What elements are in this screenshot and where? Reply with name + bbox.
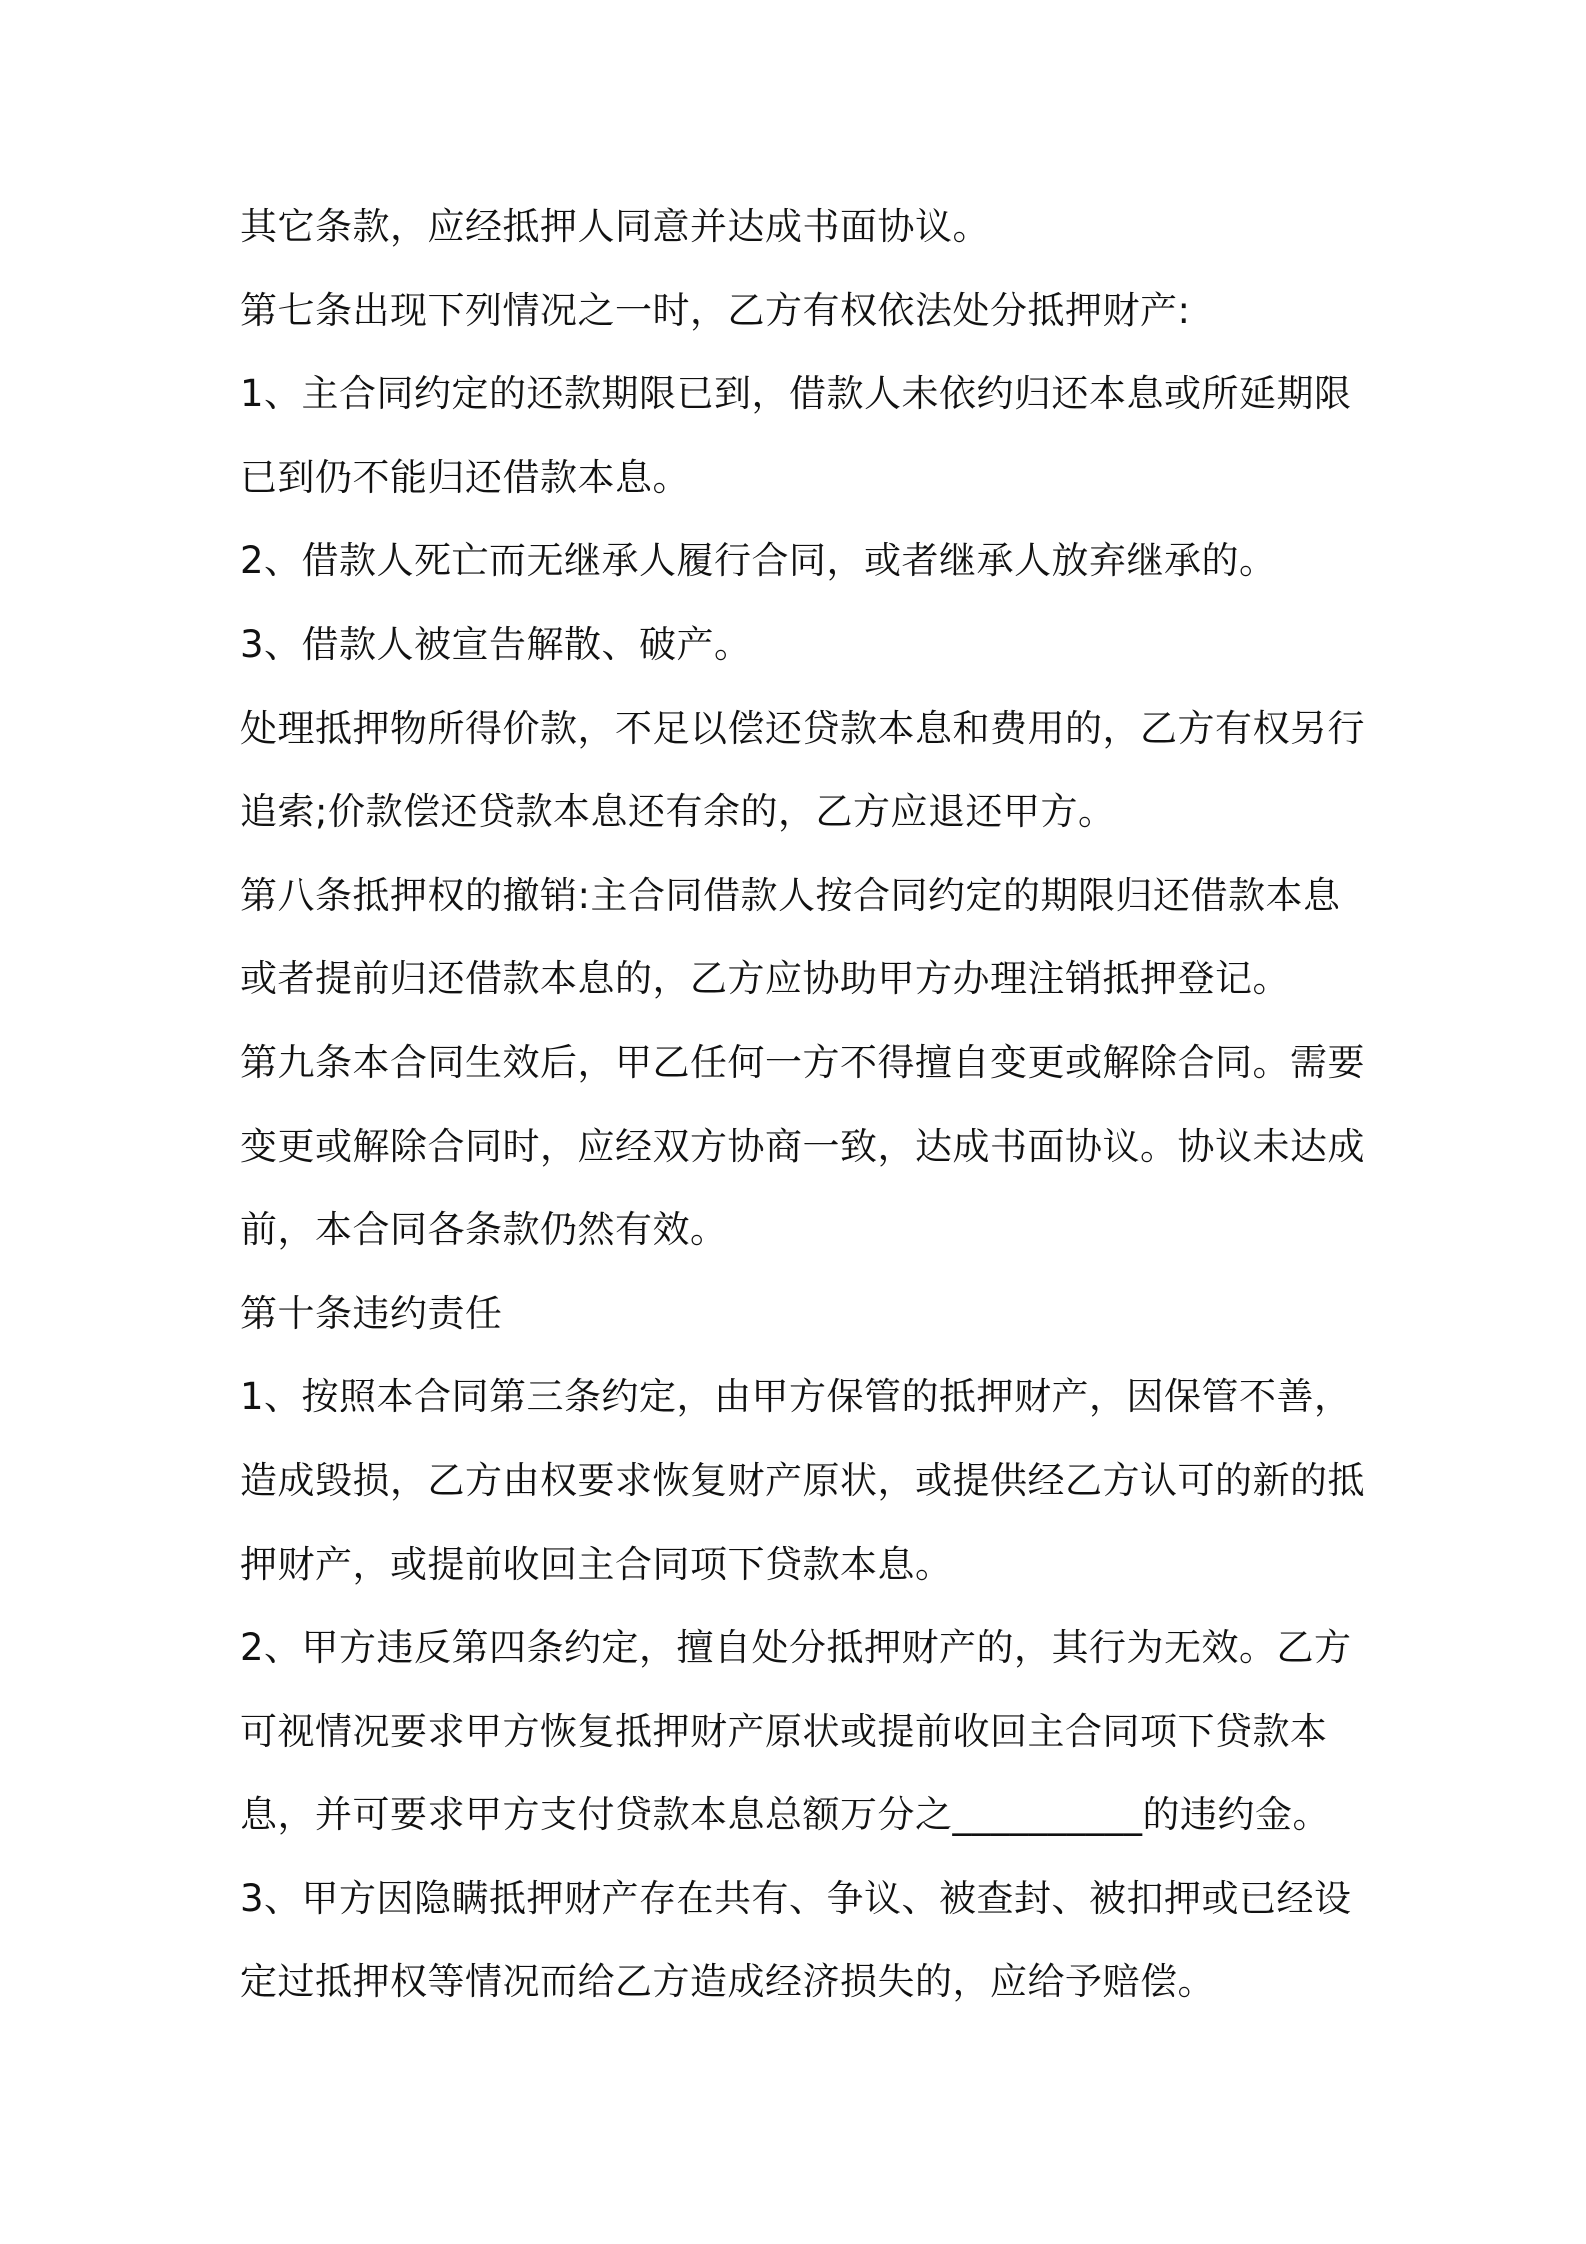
text-line: 第九条本合同生效后，甲乙任何一方不得擅自变更或解除合同。需要	[240, 1040, 1365, 1084]
text-line: 第八条抵押权的撤销:主合同借款人按合同约定的期限归还借款本息	[240, 873, 1341, 917]
text-line: 息，并可要求甲方支付贷款本息总额万分之__________的违约金。	[240, 1793, 1330, 1837]
text-line: 2、借款人死亡而无继承人履行合同，或者继承人放弃继承的。	[240, 539, 1277, 583]
text-line: 其它条款，应经抵押人同意并达成书面协议。	[240, 205, 990, 248]
document-body	[240, 198, 1365, 2037]
text-line: 前，本合同各条款仍然有效。	[240, 1208, 728, 1252]
text-line: 押财产，或提前收回主合同项下贷款本息。	[240, 1542, 953, 1586]
text-line: 第七条出现下列情况之一时，乙方有权依法处分抵押财产:	[240, 288, 1191, 332]
text-line: 1、按照本合同第三条约定，由甲方保管的抵押财产，因保管不善，	[240, 1375, 1352, 1419]
text-line: 或者提前归还借款本息的，乙方应协助甲方办理注销抵押登记。	[240, 957, 1290, 1001]
text-line: 2、甲方违反第四条约定，擅自处分抵押财产的，其行为无效。乙方	[240, 1626, 1352, 1670]
text-line: 1、主合同约定的还款期限已到，借款人未依约归还本息或所延期限	[240, 372, 1352, 416]
text-line: 定过抵押权等情况而给乙方造成经济损失的，应给予赔偿。	[240, 1960, 1215, 2004]
text-line: 3、甲方因隐瞒抵押财产存在共有、争议、被查封、被扣押或已经设	[240, 1876, 1352, 1920]
text-line: 变更或解除合同时，应经双方协商一致，达成书面协议。协议未达成	[240, 1124, 1365, 1168]
text-line: 造成毁损，乙方由权要求恢复财产原状，或提供经乙方认可的新的抵	[240, 1458, 1365, 1502]
text-line: 第十条违约责任	[240, 1291, 503, 1335]
text-line: 追索;价款偿还贷款本息还有余的，乙方应退还甲方。	[240, 790, 1116, 834]
text-line: 已到仍不能归还借款本息。	[240, 455, 690, 499]
text-line: 3、借款人被宣告解散、破产。	[240, 622, 752, 666]
text-line: 可视情况要求甲方恢复抵押财产原状或提前收回主合同项下贷款本	[240, 1709, 1328, 1753]
text-line: 处理抵押物所得价款，不足以偿还贷款本息和费用的，乙方有权另行	[240, 706, 1365, 750]
